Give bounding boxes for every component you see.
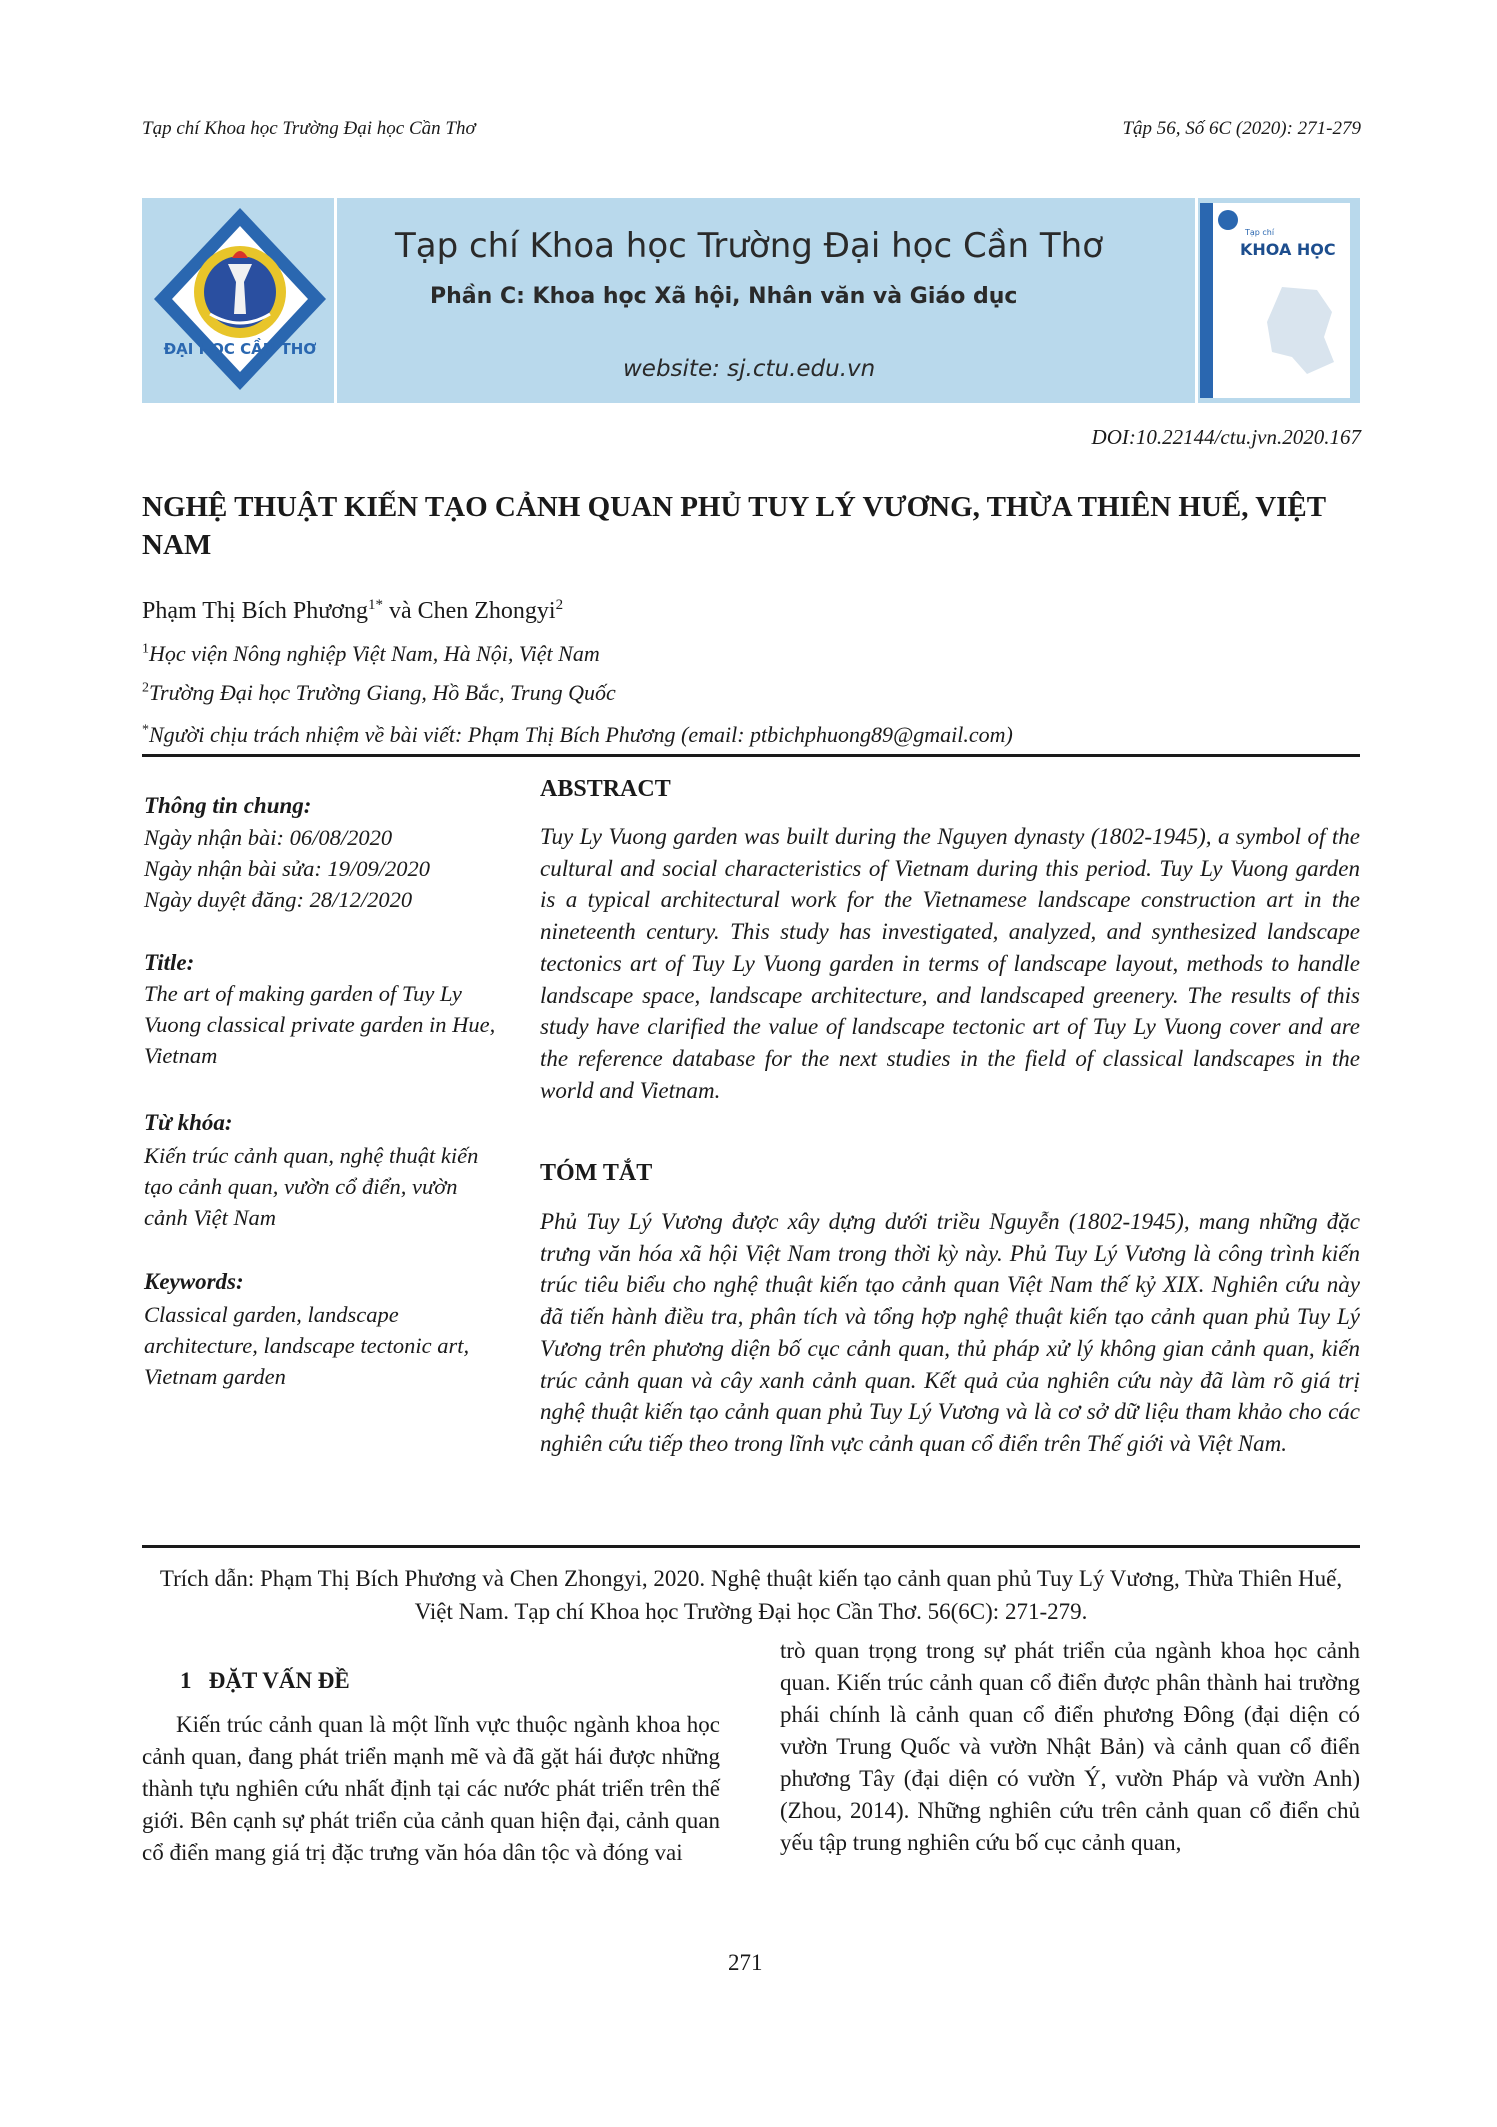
banner-divider — [1195, 198, 1198, 403]
abstract-heading: ABSTRACT — [540, 776, 671, 802]
date-revised: Ngày nhận bài sửa: 19/09/2020 — [144, 856, 431, 881]
logo-text: ĐẠI HỌC CẦN THƠ — [163, 340, 317, 358]
cover-stripe — [1200, 203, 1213, 398]
cover-small-label: Tạp chí — [1245, 228, 1275, 237]
corresponding-text: Người chịu trách nhiệm về bài viết: Phạm Thị Bích Phương (email: ptbichphuong89@gmail.com) — [149, 722, 1013, 747]
author-conjunction: và — [382, 598, 418, 624]
body-text-right: trò quan trọng trong sự phát triển của ngành khoa học cảnh quan. Kiến trúc cảnh quan cổ điển được phân thành hai trường phái chính là cảnh quan cổ điển phương Đông (đại diện có vườn Trung Quốc và vườn Nhật Bản) và cảnh quan cổ điển phương Tây (đại diện có vườn Ý, vườn Pháp và vườn Anh) (Zhou, 2014). Những nghiên cứu trên cảnh quan cổ điển chủ yếu tập trung nghiên cứu bố cục cảnh quan, — [780, 1638, 1360, 1855]
info-heading: Thông tin chung: — [144, 793, 312, 818]
keywords-en-heading: Keywords: — [144, 1269, 244, 1294]
date-accepted: Ngày duyệt đăng: 28/12/2020 — [144, 887, 413, 912]
page-number: 271 — [728, 1950, 763, 1975]
tomtat-text: Phủ Tuy Lý Vương được xây dựng dưới triều Nguyễn (1802-1945), mang những đặc trưng văn hóa xã hội Việt Nam trong thời kỳ này. Phủ Tuy Lý Vương là công trình kiến trúc tiêu biểu cho nghệ thuật kiến tạo cảnh quan Việt Nam thế kỷ XIX. Nghiên cứu này đã tiến hành điều tra, phân tích và tổng hợp nghệ thuật kiến tạo cảnh quan phủ Tuy Lý Vương trên phương diện bố cục cảnh quan, thủ pháp xử lý không gian cảnh quan, kiến trúc cảnh quan và cây xanh cảnh quan. Kết quả của nghiên cứu này đã làm rõ giá trị nghệ thuật kiến tạo cảnh quan phủ Tuy Lý Vương và là cơ sở dữ liệu tham khảo cho các nghiên cứu tiếp theo trong lĩnh vực cảnh quan cổ điển trên Thế giới và Việt Nam. — [540, 1209, 1360, 1456]
keywords-vi-heading: Từ khóa: — [144, 1110, 233, 1135]
affiliation — [142, 680, 616, 706]
cover-title: KHOA HỌC — [1240, 240, 1336, 259]
author-superscript: 1* — [367, 597, 383, 613]
citation: Trích dẫn: Phạm Thị Bích Phương và Chen Zhongyi, 2020. Nghệ thuật kiến tạo cảnh quan phủ Tuy Lý Vương, Thừa Thiên Huế, Việt Nam. Tạp chí Khoa học Trường Đại học Cần Thơ. 56(6C): 271-279. — [159, 1566, 1343, 1624]
affiliation-superscript: 2 — [142, 680, 149, 696]
affiliation-superscript: * — [142, 722, 149, 738]
article-title: NGHỆ THUẬT KIẾN TẠO CẢNH QUAN PHỦ TUY LÝ VƯƠNG, THỪA THIÊN HUẾ, VIỆT NAM — [142, 491, 1326, 561]
author-name: Chen Zhongyi — [417, 598, 556, 624]
banner-website[interactable]: website: sj.ctu.edu.vn — [623, 356, 876, 382]
keywords-vi: Kiến trúc cảnh quan, nghệ thuật kiến tạo cảnh quan, vườn cổ điển, vườn cảnh Việt Nam — [144, 1143, 479, 1230]
banner-subtitle: Phần C: Khoa học Xã hội, Nhân văn và Giáo dục — [430, 284, 1018, 309]
affiliation-superscript: 1 — [142, 641, 149, 657]
abstract-text: Tuy Ly Vuong garden was built during the Nguyen dynasty (1802-1945), a symbol of the cultural and social characteristics of Vietnam during this period. Tuy Ly Vuong garden is a typical architectural work for the Vietnamese landscape construction art in the nineteenth century. This study has investigated, analyzed, and synthesized landscape tectonics art of Tuy Ly Vuong garden in terms of landscape layout, methods to handle landscape space, landscape architecture, and landscaped greenery. The results of this study have clarified the value of landscape tectonic art of Tuy Ly Vuong cover and are the reference database for the next studies in the field of classical landscapes in the world and Vietnam. — [540, 824, 1360, 1103]
english-title-heading: Title: — [144, 950, 195, 975]
corresponding-author — [142, 722, 1013, 748]
banner-divider — [334, 198, 337, 403]
banner-title: Tạp chí Khoa học Trường Đại học Cần Thơ — [395, 226, 1104, 266]
map-icon — [1262, 282, 1340, 377]
horizontal-rule — [142, 1545, 1360, 1548]
running-header-left: Tạp chí Khoa học Trường Đại học Cần Thơ — [142, 118, 476, 139]
author-name: Phạm Thị Bích Phương — [142, 598, 368, 624]
tomtat-heading: TÓM TẮT — [540, 1160, 653, 1186]
english-title: The art of making garden of Tuy Ly Vuong classical private garden in Hue, Vietnam — [144, 981, 496, 1068]
author-superscript: 2 — [555, 597, 564, 613]
date-received: Ngày nhận bài: 06/08/2020 — [144, 825, 393, 850]
author-line — [142, 597, 563, 625]
body-text-left: Kiến trúc cảnh quan là một lĩnh vực thuộc ngành khoa học cảnh quan, đang phát triển mạnh mẽ và đã gặt hái được những thành tựu nghiên cứu nhất định tại các nước phát triển trên thế giới. Bên cạnh sự phát triển của cảnh quan hiện đại, cảnh quan cổ điển mang giá trị đặc trưng văn hóa dân tộc và đóng vai — [142, 1712, 720, 1865]
affiliation-text: Trường Đại học Trường Giang, Hồ Bắc, Trung Quốc — [149, 680, 616, 705]
cover-badge-icon — [1218, 210, 1238, 230]
horizontal-rule — [142, 754, 1360, 757]
affiliation-text: Học viện Nông nghiệp Việt Nam, Hà Nội, Việt Nam — [149, 641, 600, 666]
section-heading: 1 ĐẶT VẤN ĐỀ — [180, 1668, 350, 1693]
keywords-en: Classical garden, landscape architecture, landscape tectonic art, Vietnam garden — [144, 1302, 470, 1389]
affiliation — [142, 641, 600, 667]
university-logo — [150, 204, 330, 394]
doi[interactable]: DOI:10.22144/ctu.jvn.2020.167 — [1091, 425, 1361, 449]
running-header-right: Tập 56, Số 6C (2020): 271-279 — [1122, 118, 1361, 139]
